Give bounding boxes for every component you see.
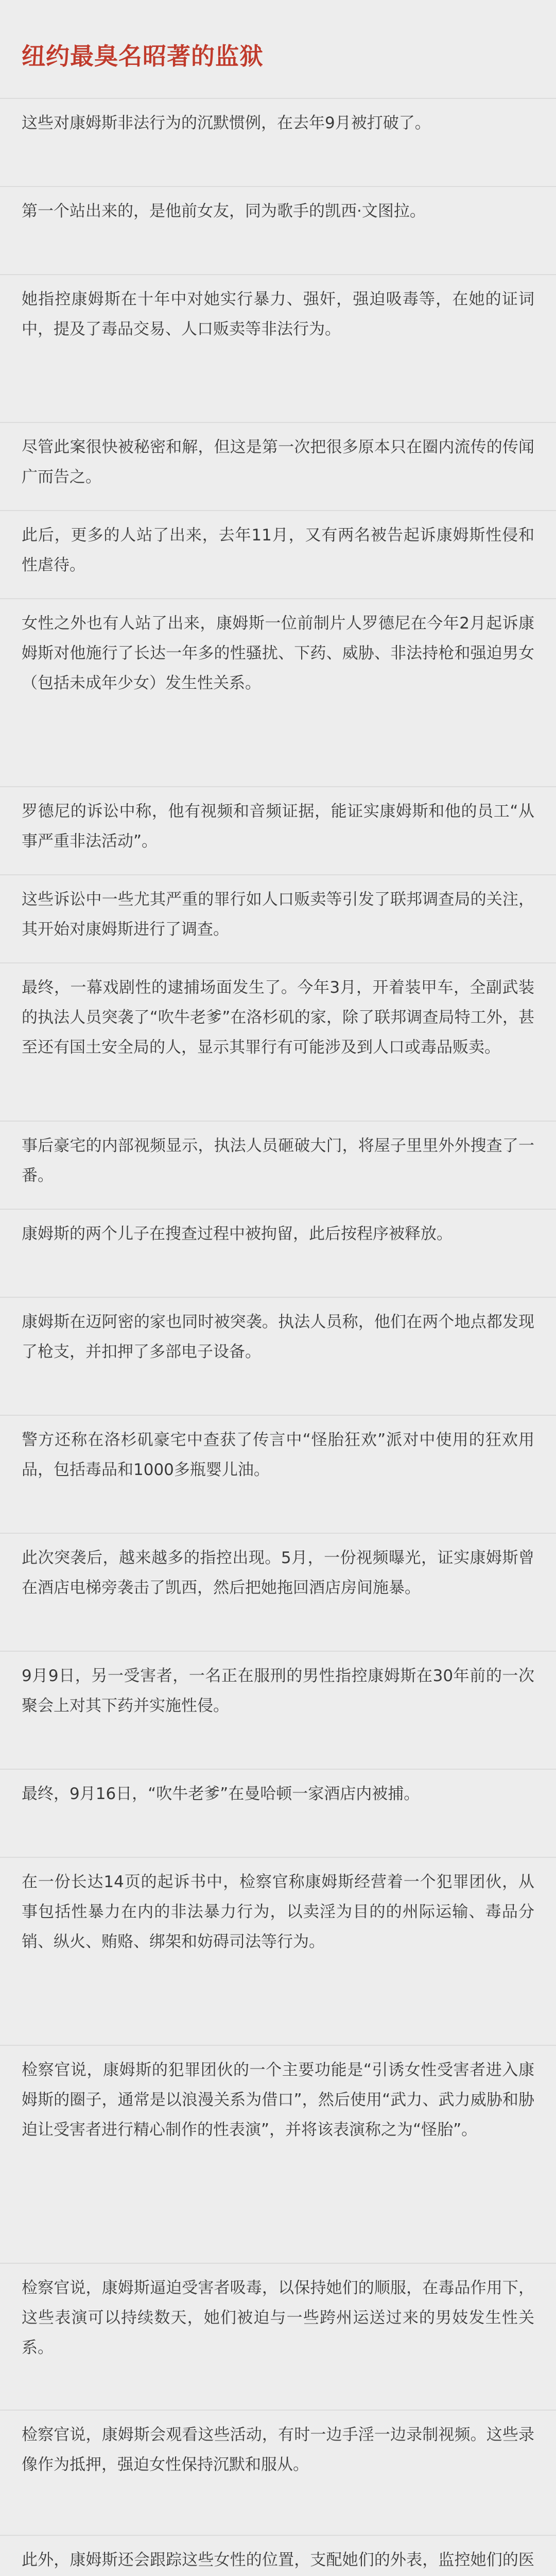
divider [0, 1121, 556, 1122]
divider [0, 2410, 556, 2411]
paragraph: 此后，更多的人站了出来，去年11月，又有两名被告起诉康姆斯性侵和性虐待。 [22, 526, 534, 574]
divider [0, 1857, 556, 1858]
divider [0, 2535, 556, 2536]
paragraph: 最终，一幕戏剧性的逮捕场面发生了。今年3月，开着装甲车，全副武装的执法人员突袭了“吹牛老爹”在洛杉矶的家，除了联邦调查局特工外，甚至还有国土安全局的人，显示其罪行有可能涉及到人口或毒品贩卖。 [22, 978, 534, 1057]
divider [0, 422, 556, 423]
paragraph: 第一个站出来的，是他前女友，同为歌手的凯西·文图拉。 [22, 202, 426, 221]
divider [0, 98, 556, 99]
paragraph: 事后豪宅的内部视频显示，执法人员砸破大门，将屋子里里外外搜查了一番。 [22, 1137, 534, 1185]
divider [0, 1415, 556, 1416]
paragraph: 检察官说，康姆斯会观看这些活动，有时一边手淫一边录制视频。这些录像作为抵押，强迫女性保持沉默和服从。 [22, 2426, 534, 2474]
divider [0, 786, 556, 787]
divider [0, 1297, 556, 1298]
divider [0, 598, 556, 599]
paragraph: 她指控康姆斯在十年中对她实行暴力、强奸，强迫吸毒等，在她的证词中，提及了毒品交易、人口贩卖等非法行为。 [22, 290, 534, 338]
divider [0, 1651, 556, 1652]
divider [0, 962, 556, 963]
paragraph: 康姆斯的两个儿子在搜查过程中被拘留，此后按程序被释放。 [22, 1225, 453, 1243]
paragraph: 这些对康姆斯非法行为的沉默惯例，在去年9月被打破了。 [22, 114, 431, 132]
paragraph: 尽管此案很快被秘密和解，但这是第一次把很多原本只在圈内流传的传闻广而告之。 [22, 438, 534, 486]
divider [0, 2045, 556, 2046]
paragraph: 康姆斯在迈阿密的家也同时被突袭。执法人员称，他们在两个地点都发现了枪支，并扣押了多部电子设备。 [22, 1313, 534, 1361]
divider [0, 510, 556, 511]
article-title: 纽约最臭名昭著的监狱 [22, 42, 264, 70]
paragraph: 检察官说，康姆斯逼迫受害者吸毒，以保持她们的顺服，在毒品作用下，这些表演可以持续数天，她们被迫与一些跨州运送过来的男妓发生性关系。 [22, 2279, 534, 2357]
divider [0, 1769, 556, 1770]
paragraph: 最终，9月16日，“吹牛老爹”在曼哈顿一家酒店内被捕。 [22, 1785, 420, 1803]
paragraph: 罗德尼的诉讼中称，他有视频和音频证据，能证实康姆斯和他的员工“从事严重非法活动”。 [22, 802, 534, 851]
divider [0, 2263, 556, 2264]
divider [0, 186, 556, 187]
divider [0, 1209, 556, 1210]
paragraph: 女性之外也有人站了出来，康姆斯一位前制片人罗德尼在今年2月起诉康姆斯对他施行了长达一年多的性骚扰、下药、威胁、非法持枪和强迫男女（包括未成年少女）发生性关系。 [22, 614, 534, 692]
divider [0, 1533, 556, 1534]
paragraph: 此次突袭后，越来越多的指控出现。5月，一份视频曝光，证实康姆斯曾在酒店电梯旁袭击了凯西，然后把她拖回酒店房间施暴。 [22, 1549, 534, 1597]
paragraph: 检察官说，康姆斯的犯罪团伙的一个主要功能是“引诱女性受害者进入康姆斯的圈子，通常是以浪漫关系为借口”，然后使用“武力、武力威胁和胁迫让受害者进行精心制作的性表演”，并将该表演称之为“怪胎”。 [22, 2061, 534, 2139]
paragraph: 这些诉讼中一些尤其严重的罪行如人口贩卖等引发了联邦调查局的关注，其开始对康姆斯进行了调查。 [22, 890, 534, 939]
paragraph: 9月9日，另一受害者，一名正在服刑的男性指控康姆斯在30年前的一次聚会上对其下药并实施性侵。 [22, 1667, 534, 1715]
divider [0, 874, 556, 875]
divider [0, 274, 556, 275]
paragraph: 此外，康姆斯还会跟踪这些女性的位置，支配她们的外表，监控她们的医 [22, 2551, 534, 2569]
paragraph: 警方还称在洛杉矶豪宅中查获了传言中“怪胎狂欢”派对中使用的狂欢用品，包括毒品和1000多瓶婴儿油。 [22, 1431, 534, 1479]
paragraph: 在一份长达14页的起诉书中，检察官称康姆斯经营着一个犯罪团伙，从事包括性暴力在内的非法暴力行为，以卖淫为目的的州际运输、毒品分销、纵火、贿赂、绑架和妨碍司法等行为。 [22, 1873, 534, 1951]
